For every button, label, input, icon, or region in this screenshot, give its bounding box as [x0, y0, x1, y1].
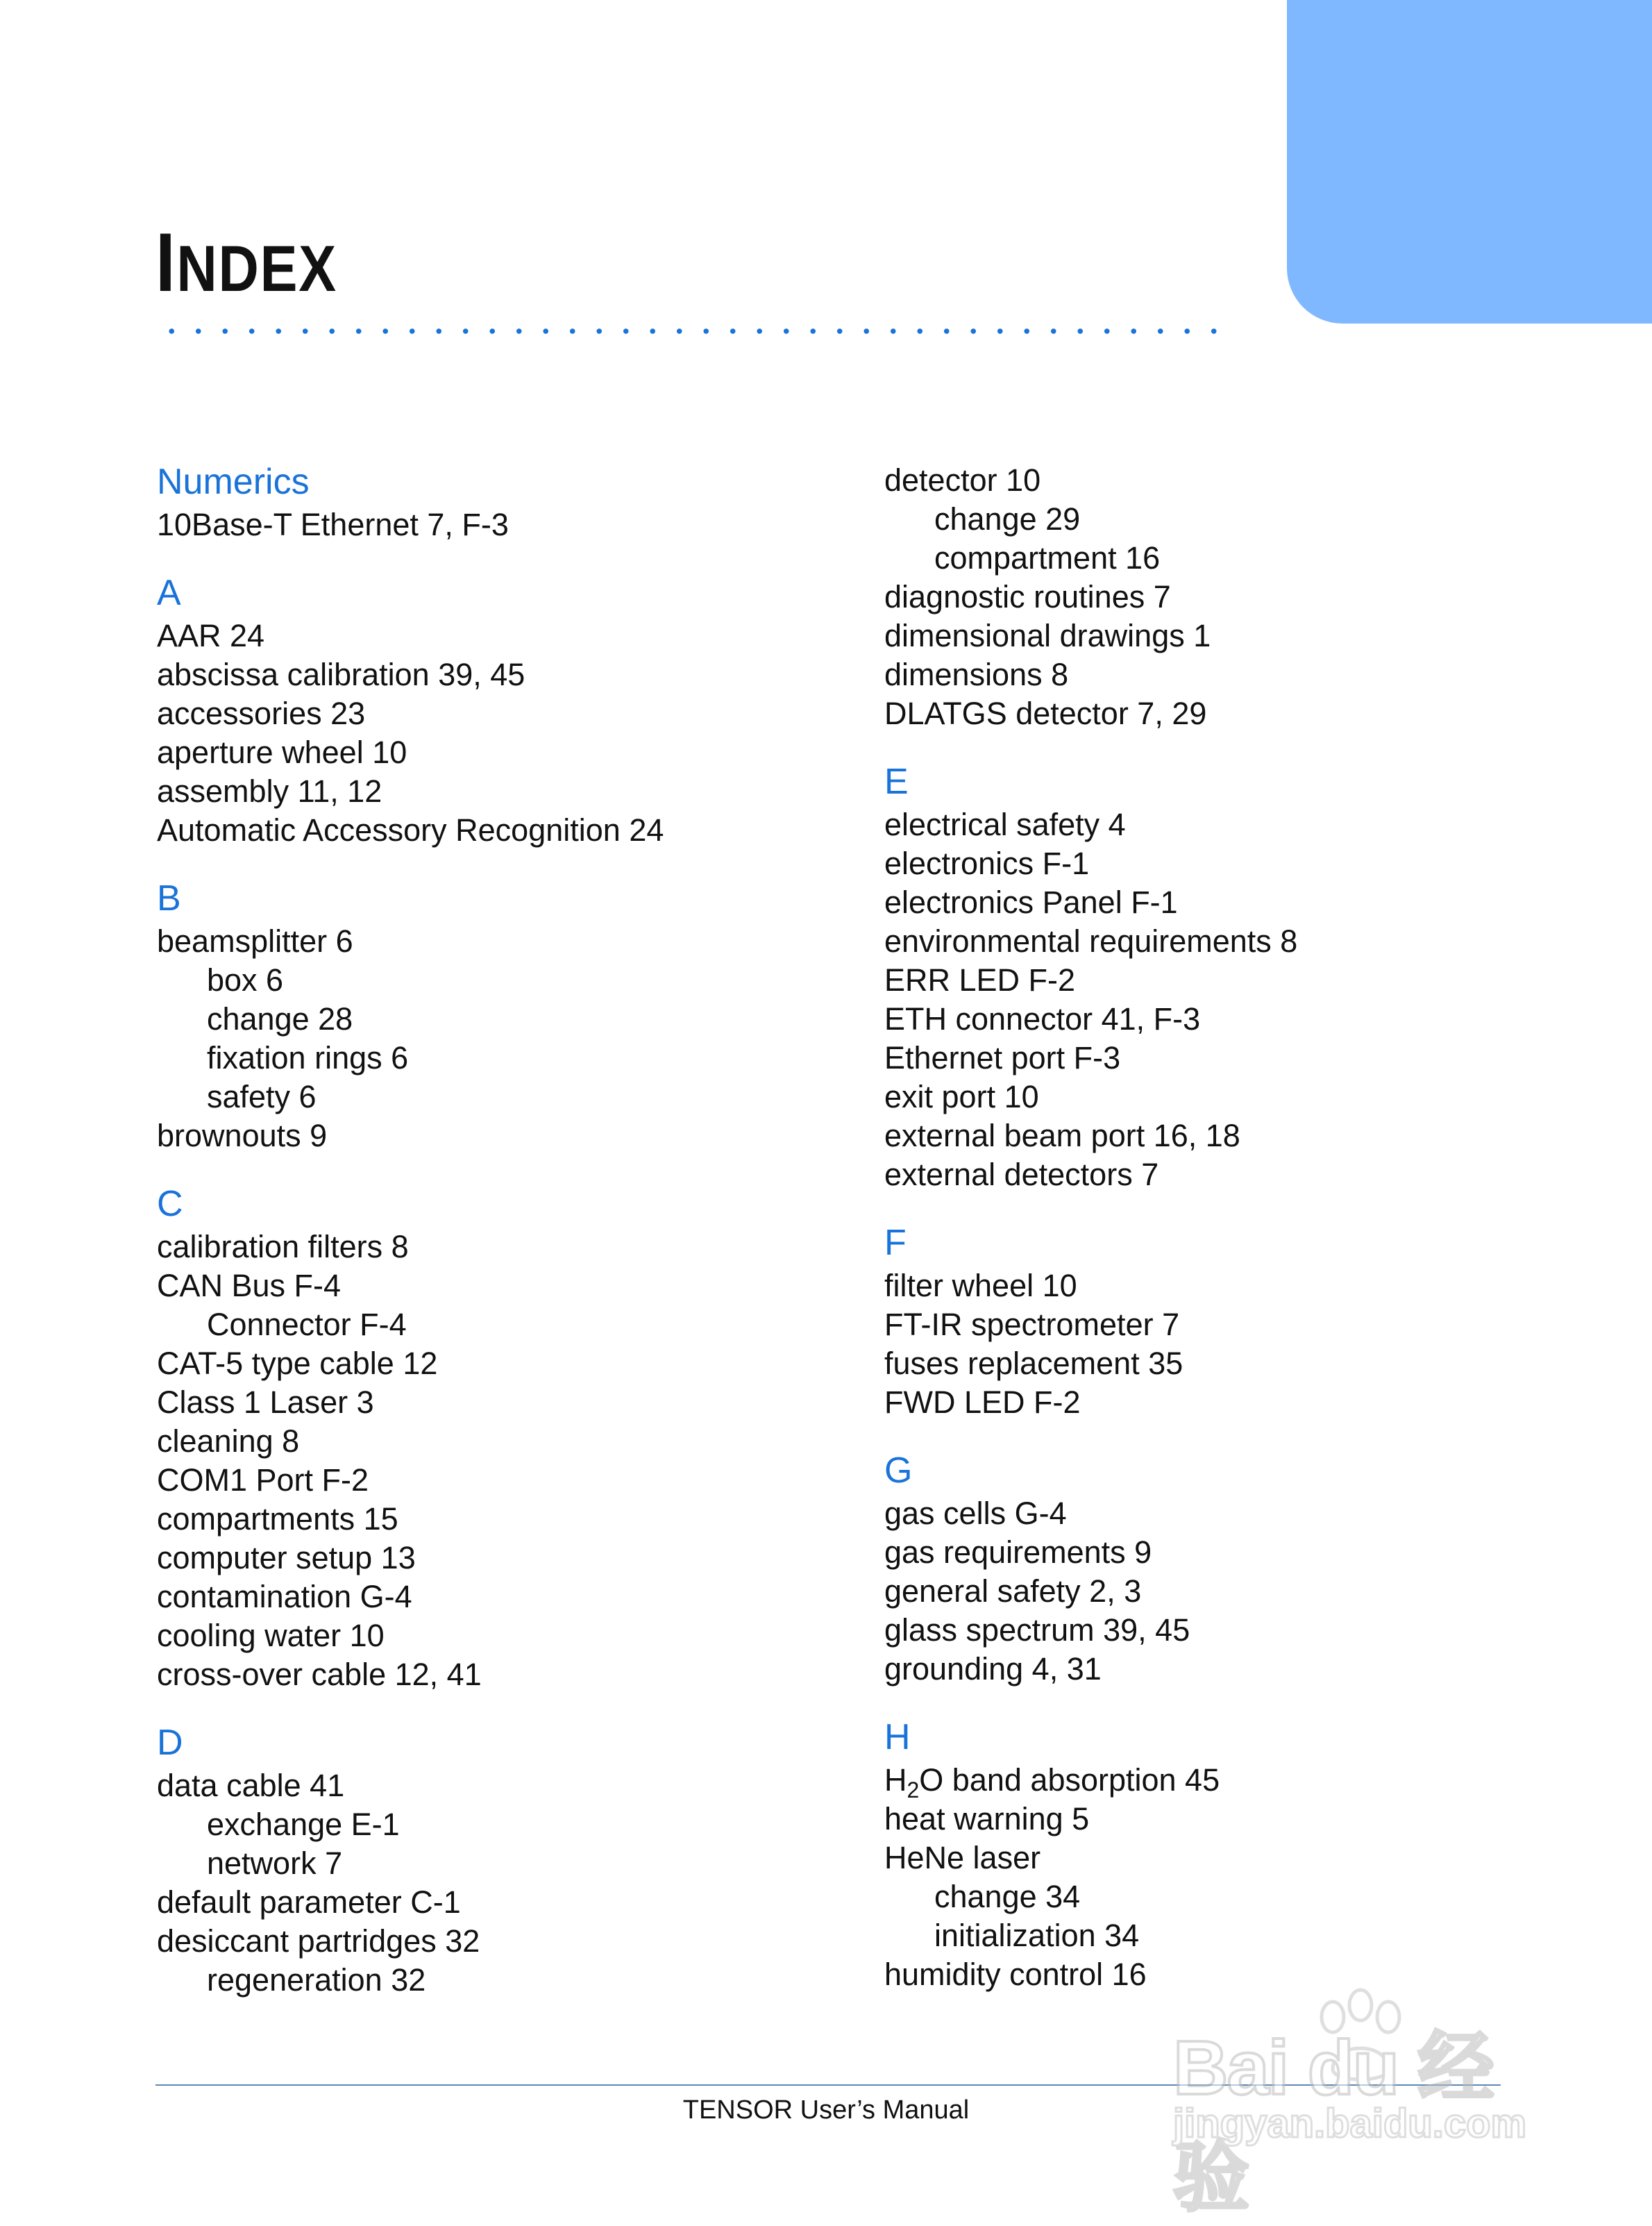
index-entry: computer setup 13	[157, 1540, 416, 1575]
index-entry: external beam port 16, 18	[884, 1118, 1240, 1153]
index-entry: desiccant partridges 32	[157, 1923, 480, 1959]
index-entry: dimensions 8	[884, 657, 1069, 692]
page-title	[155, 216, 337, 309]
index-entry: CAT-5 type cable 12	[157, 1346, 438, 1381]
watermark-main-text: Bai du 经验	[1173, 2025, 1493, 2220]
index-entry: electrical safety 4	[884, 807, 1126, 842]
index-letter-heading: F	[884, 1223, 907, 1263]
index-entry: grounding 4, 31	[884, 1651, 1102, 1687]
entry-subscript: 2	[907, 1777, 920, 1802]
index-subentry: fixation rings 6	[207, 1040, 409, 1076]
index-entry: data cable 41	[157, 1768, 345, 1803]
index-entry: ETH connector 41, F-3	[884, 1001, 1201, 1037]
index-subentry: compartment 16	[934, 540, 1161, 576]
index-entry: cooling water 10	[157, 1618, 385, 1653]
baidu-watermark	[1166, 1986, 1555, 2220]
index-subentry: change 34	[934, 1879, 1081, 1914]
index-entry: CAN Bus F-4	[157, 1268, 342, 1303]
index-entry: humidity control 16	[884, 1957, 1147, 1992]
index-entry: gas requirements 9	[884, 1534, 1152, 1570]
index-entry: fuses replacement 35	[884, 1346, 1183, 1381]
index-entry	[884, 1761, 1578, 1800]
index-entry: FT-IR spectrometer 7	[884, 1307, 1180, 1342]
index-entry: electronics F-1	[884, 846, 1090, 881]
index-entry: glass spectrum 39, 45	[884, 1612, 1190, 1648]
watermark-url: jingyan.baidu.com	[1173, 2101, 1527, 2146]
index-subentry: change 29	[934, 501, 1081, 537]
index-letter-heading: B	[157, 878, 181, 919]
title-initial: I	[155, 216, 177, 309]
entry-text-rest: O band absorption 45	[919, 1762, 1220, 1798]
index-subentry: initialization 34	[934, 1918, 1140, 1953]
index-entry: detector 10	[884, 462, 1041, 498]
index-entry: HeNe laser	[884, 1840, 1041, 1875]
index-entry: beamsplitter 6	[157, 923, 353, 959]
index-entry: aperture wheel 10	[157, 735, 407, 770]
index-letter-heading: Numerics	[157, 462, 310, 502]
index-column-left	[157, 461, 851, 2000]
index-entry: DLATGS detector 7, 29	[884, 696, 1207, 731]
index-letter-heading: D	[157, 1723, 183, 1763]
index-letter-heading: C	[157, 1184, 183, 1224]
index-entry: electronics Panel F-1	[884, 885, 1178, 920]
index-entry: exit port 10	[884, 1079, 1039, 1114]
index-entry: ERR LED F-2	[884, 962, 1076, 998]
index-entry: Automatic Accessory Recognition 24	[157, 812, 664, 848]
entry-text: H	[884, 1762, 907, 1798]
index-entry: calibration filters 8	[157, 1229, 409, 1264]
index-subentry: safety 6	[207, 1079, 317, 1114]
index-entry: general safety 2, 3	[884, 1573, 1142, 1609]
index-letter-heading: G	[884, 1450, 913, 1491]
index-subentry: regeneration 32	[207, 1962, 426, 1998]
index-entry: contamination G-4	[157, 1579, 412, 1614]
index-entry: Ethernet port F-3	[884, 1040, 1121, 1076]
index-entry: cross-over cable 12, 41	[157, 1657, 482, 1692]
index-entry: COM1 Port F-2	[157, 1462, 369, 1498]
index-entry: FWD LED F-2	[884, 1384, 1081, 1420]
index-subentry: exchange E-1	[207, 1807, 400, 1842]
index-subentry: box 6	[207, 962, 284, 998]
index-entry: heat warning 5	[884, 1801, 1090, 1836]
footer-title: TENSOR User’s Manual	[682, 2095, 970, 2125]
index-entry: gas cells G-4	[884, 1496, 1067, 1531]
index-entry: compartments 15	[157, 1501, 398, 1537]
index-subentry: Connector F-4	[207, 1307, 407, 1342]
index-entry: environmental requirements 8	[884, 923, 1298, 959]
index-entry: 10Base-T Ethernet 7, F-3	[157, 507, 509, 542]
index-subentry: network 7	[207, 1846, 343, 1881]
chapter-tab	[1287, 0, 1652, 324]
index-letter-heading: E	[884, 762, 909, 802]
index-entry: diagnostic routines 7	[884, 579, 1171, 614]
index-column-right	[884, 461, 1578, 1994]
index-letter-heading: H	[884, 1717, 911, 1757]
title-rest: NDEX	[176, 232, 337, 305]
dotted-rule	[158, 326, 1227, 336]
index-entry: abscissa calibration 39, 45	[157, 657, 525, 692]
index-entry: AAR 24	[157, 618, 265, 653]
index-entry: dimensional drawings 1	[884, 618, 1211, 653]
index-entry: default parameter C-1	[157, 1884, 461, 1920]
index-entry: cleaning 8	[157, 1423, 300, 1459]
index-entry: brownouts 9	[157, 1118, 328, 1153]
index-entry: Class 1 Laser 3	[157, 1384, 374, 1420]
index-subentry: change 28	[207, 1001, 353, 1037]
index-entry: filter wheel 10	[884, 1268, 1077, 1303]
index-letter-heading: A	[157, 573, 181, 613]
index-entry: external detectors 7	[884, 1157, 1159, 1192]
index-entry: assembly 11, 12	[157, 773, 382, 809]
index-entry: accessories 23	[157, 696, 366, 731]
